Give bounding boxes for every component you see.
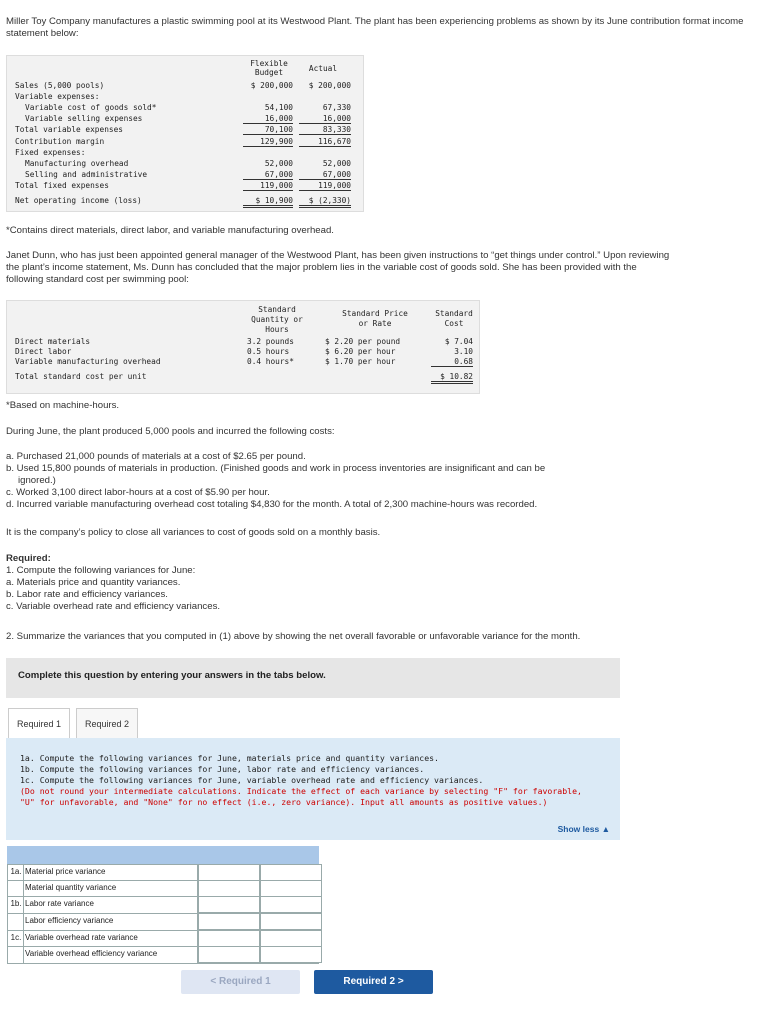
row-label-fixed-expenses: Fixed expenses: — [15, 148, 86, 157]
row-label-total-variable: Total variable expenses — [15, 125, 123, 134]
row-label-material-quantity: Material quantity variance — [25, 883, 117, 892]
row-tag-1b: 1b. — [10, 899, 22, 908]
show-less-label: Show less — [557, 824, 600, 834]
required-line-c: c. Variable overhead rate and efficiency variances. — [6, 601, 221, 612]
required-section — [6, 553, 220, 613]
material-price-amount-input[interactable] — [198, 864, 260, 881]
row-tag-1c: 1c. — [10, 933, 22, 942]
tab-required-2[interactable]: Required 2 — [76, 708, 138, 739]
material-quantity-effect-select[interactable] — [260, 880, 322, 897]
intro-paragraph: Miller Toy Company manufactures a plastic swimming pool at its Westwood Plant. The plant has been experiencing problems as shown by its June contribution format income statement below: — [6, 16, 744, 39]
total-variable-flex: 70,100 — [243, 125, 293, 135]
sales-actual: $ 200,000 — [308, 81, 351, 90]
std-row-label-overhead: Variable manufacturing overhead — [15, 357, 161, 366]
required-line-a: a. Materials price and quantity variances. — [6, 577, 181, 588]
banner-text: Complete this question by entering your answers in the tabs below. — [18, 670, 326, 681]
row-label-contribution: Contribution margin — [15, 137, 105, 146]
row-label-overhead-rate: Variable overhead rate variance — [25, 933, 138, 942]
overhead-efficiency-amount-input[interactable] — [198, 946, 260, 963]
std-materials-qty: 3.2 pounds — [247, 337, 294, 346]
caret-up-icon: ▲ — [601, 824, 610, 834]
vcogs-flex: 54,100 — [264, 103, 293, 112]
june-items — [6, 451, 766, 511]
required-line-2: 2. Summarize the variances that you computed in (1) above by showing the net overall favorable or unfavorable variance for the month. — [6, 631, 581, 642]
required-line-b: b. Labor rate and efficiency variances. — [6, 589, 168, 600]
std-overhead-rate: $ 1.70 per hour — [325, 357, 396, 366]
para-janet-dunn: Janet Dunn, who has just been appointed general manager of the Westwood Plant, has been given instructions to “get things under control.” Upon reviewing the plant’s income statement, Ms. Dunn has concluded that the major problem lies in the variable cost of goods sold. She has been provided with the following standard cost per swimming pool: — [6, 250, 670, 285]
selling-admin-actual: 67,000 — [299, 170, 351, 180]
total-variable-actual: 83,330 — [299, 125, 351, 135]
chevron-left-icon: < — [210, 976, 217, 987]
sales-flex: $ 200,000 — [250, 81, 293, 90]
next-required-2-button[interactable] — [314, 970, 433, 994]
contribution-actual: 116,670 — [299, 137, 351, 147]
row-label-total-fixed: Total fixed expenses — [15, 181, 109, 190]
instr-line-1a: 1a. Compute the following variances for June, materials price and quantity variances. — [20, 753, 439, 763]
june-intro: During June, the plant produced 5,000 pools and incurred the following costs: — [6, 426, 335, 437]
june-item-d: d. Incurred variable manufacturing overhead cost totaling $4,830 for the month. A total of 2,300 machine-hours was recorded. — [6, 499, 538, 510]
std-materials-rate: $ 2.20 per pound — [325, 337, 401, 346]
june-item-c: c. Worked 3,100 direct labor-hours at a cost of $5.90 per hour. — [6, 487, 270, 498]
col-divider — [23, 864, 24, 964]
income-statement-panel — [6, 55, 364, 212]
instr-line-1c: 1c. Compute the following variances for June, variable overhead rate and efficiency variances. — [20, 775, 484, 785]
std-materials-cost: $ 7.04 — [444, 337, 473, 346]
row-label-material-price: Material price variance — [25, 867, 106, 876]
row-label-sales: Sales (5,000 pools) — [15, 81, 105, 90]
std-qty-header — [247, 305, 307, 335]
std-rate-header — [335, 309, 415, 329]
answer-rows — [7, 864, 319, 964]
row-label-labor-rate: Labor rate variance — [25, 899, 94, 908]
std-row-label-labor: Direct labor — [15, 347, 72, 356]
prev-required-1-button[interactable] — [181, 970, 300, 994]
std-cost-h1: Standard — [435, 309, 473, 318]
row-tag-1a: 1a. — [10, 867, 22, 876]
labor-rate-effect-select[interactable] — [260, 896, 322, 913]
row-label-net-income: Net operating income (loss) — [15, 196, 142, 205]
row-label-variable-cogs: Variable cost of goods sold* — [25, 103, 157, 112]
mfg-overhead-flex: 52,000 — [264, 159, 293, 168]
std-labor-qty: 0.5 hours — [247, 347, 290, 356]
overhead-efficiency-effect-select[interactable] — [260, 946, 322, 963]
row-label-labor-efficiency: Labor efficiency variance — [25, 916, 114, 925]
june-item-a: a. Purchased 21,000 pounds of materials at a cost of $2.65 per pound. — [6, 451, 306, 462]
std-footnote: *Based on machine-hours. — [6, 400, 120, 411]
vselling-actual: 16,000 — [299, 114, 351, 124]
instr-note: (Do not round your intermediate calculations. Indicate the effect of each variance by selecting "F" for favorable, "U" for unfavorable, and "None" for no effect (i.e., zero variance). Input all amounts as positive values.) — [20, 786, 582, 807]
standard-cost-panel — [6, 300, 480, 394]
labor-efficiency-amount-input[interactable] — [198, 913, 260, 930]
contribution-flex: 129,900 — [243, 137, 293, 147]
std-cost-h2: Cost — [444, 319, 464, 328]
instructions-panel — [6, 738, 620, 840]
material-price-effect-select[interactable] — [260, 864, 322, 881]
income-footnote: *Contains direct materials, direct labor, and variable manufacturing overhead. — [6, 225, 334, 236]
row-label-overhead-efficiency: Variable overhead efficiency variance — [25, 949, 158, 958]
std-cost-header — [427, 309, 481, 329]
net-income-flex: $ 10,900 — [243, 196, 293, 208]
june-item-b: b. Used 15,800 pounds of materials in production. (Finished goods and work in process inventories are insignificant and can be — [6, 463, 546, 474]
instructions-text — [20, 753, 600, 808]
std-qty-h3: Hours — [265, 325, 289, 334]
std-overhead-qty: 0.4 hours* — [247, 357, 294, 366]
actual-header: Actual — [308, 64, 338, 73]
std-row-label-materials: Direct materials — [15, 337, 91, 346]
std-rate-h2: or Rate — [358, 319, 392, 328]
row-label-variable-selling: Variable selling expenses — [25, 114, 143, 123]
std-total-label: Total standard cost per unit — [15, 372, 147, 381]
mfg-overhead-actual: 52,000 — [322, 159, 351, 168]
row-label-variable-expenses: Variable expenses: — [15, 92, 100, 101]
labor-efficiency-effect-select[interactable] — [260, 913, 322, 930]
vcogs-actual: 67,330 — [322, 103, 351, 112]
next-label: Required 2 — [343, 976, 396, 987]
chevron-right-icon: > — [397, 976, 404, 987]
std-overhead-cost: 0.68 — [431, 357, 473, 367]
net-income-actual: $ (2,330) — [299, 196, 351, 208]
std-labor-rate: $ 6.20 per hour — [325, 347, 396, 356]
flexible-budget-header — [247, 59, 291, 77]
prev-label: Required 1 — [218, 976, 271, 987]
total-fixed-actual: 119,000 — [299, 181, 351, 191]
tab-required-1[interactable]: Required 1 — [8, 708, 70, 739]
std-total-value: $ 10.82 — [431, 372, 473, 384]
std-rate-h1: Standard Price — [342, 309, 408, 318]
std-qty-h1: Standard — [258, 305, 296, 314]
june-item-b-cont: ignored.) — [18, 475, 56, 486]
selling-admin-flex: 67,000 — [243, 170, 293, 180]
show-less-link[interactable] — [558, 824, 610, 834]
material-quantity-amount-input[interactable] — [198, 880, 260, 897]
overhead-rate-amount-input[interactable] — [198, 930, 260, 947]
row-label-selling-admin: Selling and administrative — [25, 170, 148, 179]
instr-line-1b: 1b. Compute the following variances for June, labor rate and efficiency variances. — [20, 764, 425, 774]
tab-bar — [8, 708, 138, 738]
vselling-flex: 16,000 — [243, 114, 293, 124]
total-fixed-flex: 119,000 — [243, 181, 293, 191]
std-qty-h2: Quantity or — [251, 315, 303, 324]
labor-rate-amount-input[interactable] — [198, 896, 260, 913]
answer-grid-header — [7, 846, 319, 864]
std-labor-cost: 3.10 — [454, 347, 473, 356]
overhead-rate-effect-select[interactable] — [260, 930, 322, 947]
flexible-header-line2: Budget — [254, 68, 284, 77]
row-label-mfg-overhead: Manufacturing overhead — [25, 159, 129, 168]
required-heading: Required: — [6, 553, 51, 564]
instruction-banner — [6, 658, 620, 698]
flexible-header-line1: Flexible — [250, 59, 288, 68]
required-line-1: 1. Compute the following variances for June: — [6, 565, 196, 576]
policy-text: It is the company’s policy to close all variances to cost of goods sold on a monthly basis. — [6, 527, 381, 538]
